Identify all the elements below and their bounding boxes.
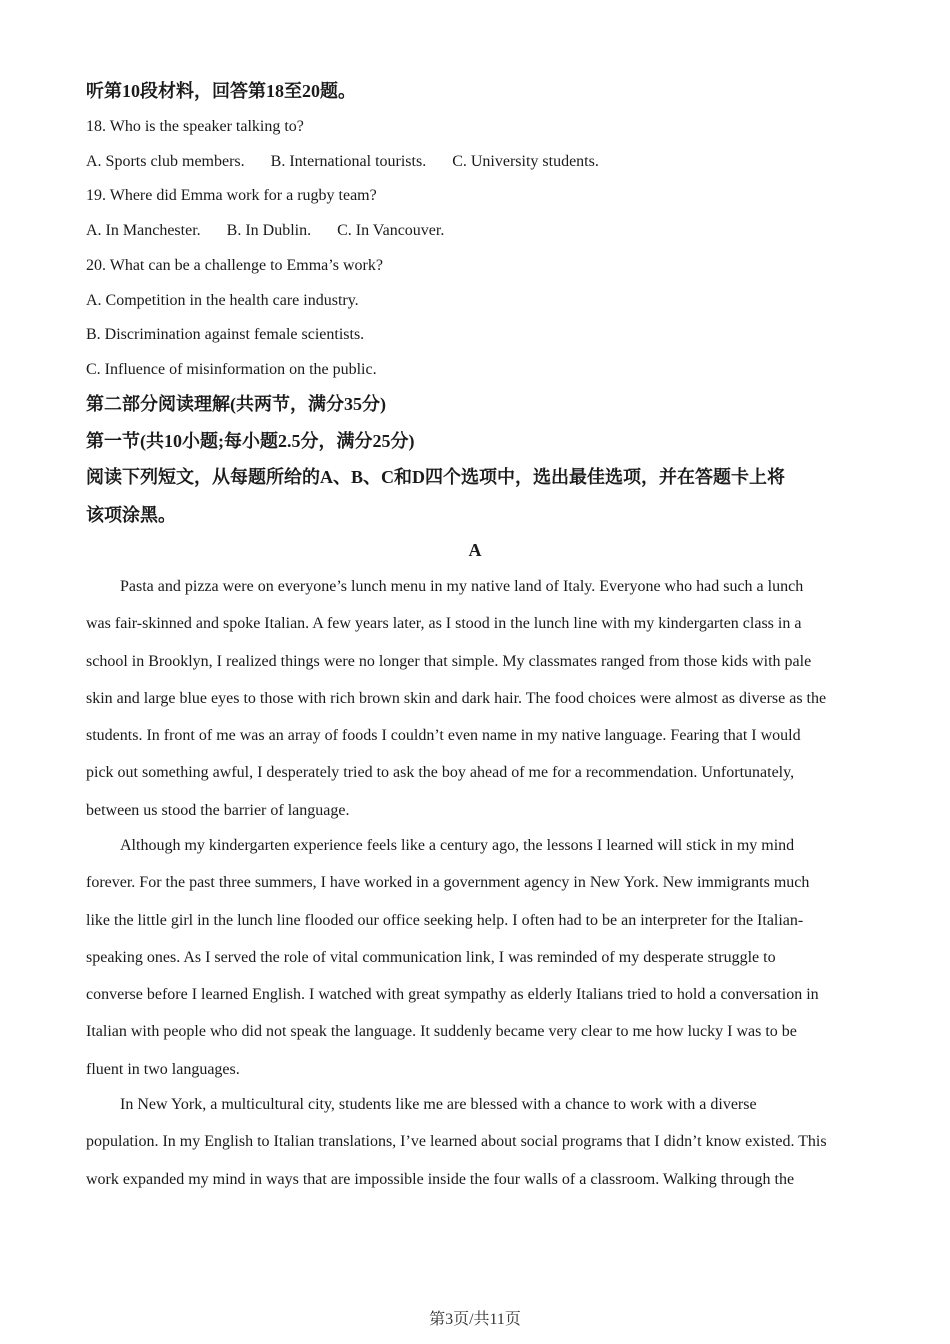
paragraph-line: In New York, a multicultural city, students like me are blessed with a chance to work with a diverse <box>120 1096 757 1113</box>
paragraph-line: work expanded my mind in ways that are impossible inside the four walls of a classroom. Walking through the <box>86 1170 795 1188</box>
paragraph-line: converse before I learned English. I watched with great sympathy as elderly Italians tried to hold a conversation in <box>86 986 819 1004</box>
paragraph-line: Pasta and pizza were on everyone’s lunch menu in my native land of Italy. Everyone who had such a lunch <box>120 578 804 595</box>
section1-header: 第一节(共10小题;每小题2.5分，满分25分) <box>86 431 415 451</box>
paragraph-line: forever. For the past three summers, I have worked in a government agency in New York. New immigrants much <box>86 874 810 892</box>
paragraph-line: students. In front of me was an array of foods I couldn’t even name in my native language. Fearing that I would <box>86 727 801 745</box>
question-19-stem: 19. Where did Emma work for a rugby team? <box>86 187 377 204</box>
question-18-option-a: A. Sports club members. <box>86 153 245 170</box>
paragraph-line: fluent in two languages. <box>86 1060 240 1078</box>
passage-paragraph-3 <box>86 1095 866 1207</box>
paragraph-line: was fair-skinned and spoke Italian. A few years later, as I stood in the lunch line with my kindergarten class in a <box>86 615 802 633</box>
part2-header: 第二部分阅读理解(共两节，满分35分) <box>86 394 386 414</box>
page-footer: 第3页/共11页 <box>429 1311 521 1328</box>
section10-header: 听第10段材料，回答第18至20题。 <box>86 81 356 101</box>
question-20-stem: 20. What can be a challenge to Emma’s work? <box>86 257 383 274</box>
question-20-option-c: C. Influence of misinformation on the public. <box>86 361 377 378</box>
question-20-option-a: A. Competition in the health care industry. <box>86 292 359 309</box>
passage-title: A <box>468 540 482 560</box>
question-18-option-c: C. University students. <box>452 153 599 170</box>
instructions-line-2: 该项涂黑。 <box>86 505 176 525</box>
paragraph-line: speaking ones. As I served the role of vital communication link, I was reminded of my desperate struggle to <box>86 948 776 966</box>
paragraph-line: skin and large blue eyes to those with rich brown skin and dark hair. The food choices were almost as diverse as the <box>86 689 827 707</box>
question-18-stem: 18. Who is the speaker talking to? <box>86 118 304 135</box>
question-19-option-b: B. In Dublin. <box>226 222 312 239</box>
question-18-option-b: B. International tourists. <box>270 153 427 170</box>
question-20-option-b: B. Discrimination against female scientists. <box>86 326 365 343</box>
paragraph-line: school in Brooklyn, I realized things were no longer that simple. My classmates ranged from those kids with pale <box>86 652 812 670</box>
paragraph-line: Italian with people who did not speak the language. It suddenly became very clear to me how lucky I was to be <box>86 1023 797 1041</box>
paragraph-line: Although my kindergarten experience feels like a century ago, the lessons I learned will stick in my mind <box>120 837 795 854</box>
question-19-option-c: C. In Vancouver. <box>337 222 445 239</box>
passage-paragraph-2 <box>86 836 866 1097</box>
question-18-options <box>86 152 866 172</box>
question-19-options <box>86 221 866 241</box>
paragraph-line: population. In my English to Italian translations, I’ve learned about social programs that I didn’t know existed. This <box>86 1133 827 1151</box>
instructions-line-1: 阅读下列短文，从每题所给的A、B、C和D四个选项中，选出最佳选项，并在答题卡上将 <box>86 467 785 487</box>
passage-paragraph-1 <box>86 577 866 838</box>
question-19-option-a: A. In Manchester. <box>86 222 201 239</box>
paragraph-line: like the little girl in the lunch line flooded our office seeking help. I often had to be an interpreter for the Italian- <box>86 911 804 929</box>
paragraph-line: between us stood the barrier of language. <box>86 801 350 819</box>
paragraph-line: pick out something awful, I desperately tried to ask the boy ahead of me for a recommendation. Unfortunately, <box>86 764 795 782</box>
